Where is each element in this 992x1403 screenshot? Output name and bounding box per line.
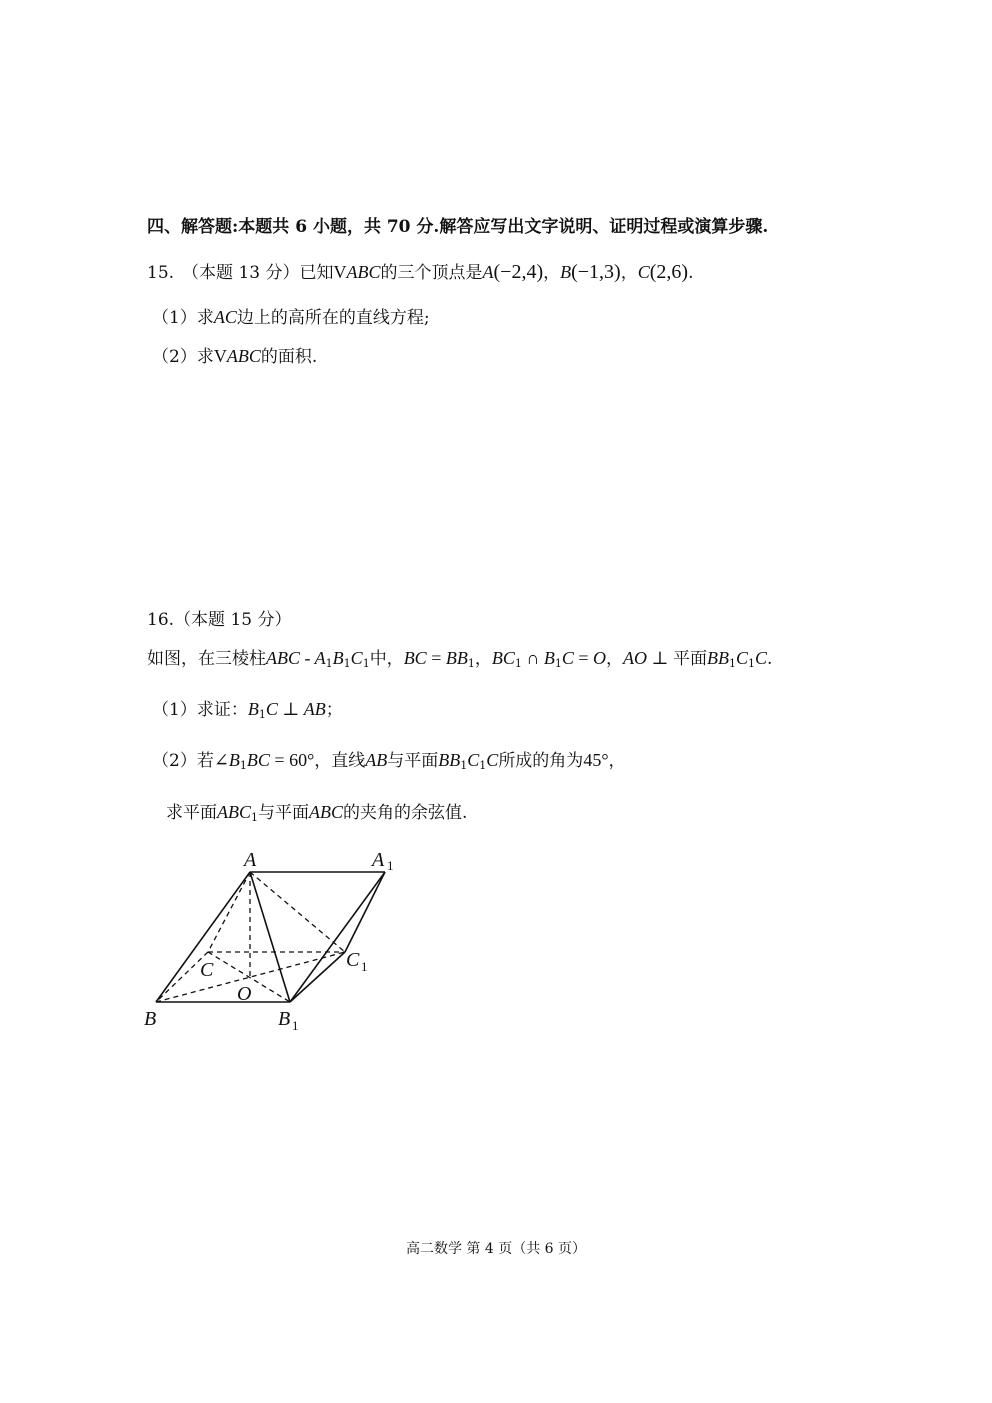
segment-AO: AO — [623, 648, 648, 668]
prism-c: C — [350, 648, 363, 668]
label-B1: B — [278, 1008, 291, 1030]
q16-stem-1: 如图，在三棱柱 — [147, 649, 266, 669]
solid-edges — [156, 872, 385, 1002]
sub: 1 — [514, 657, 522, 670]
p1-ab: AB — [303, 699, 326, 719]
q15-stem — [147, 261, 693, 284]
prism-name: ABC - A — [266, 648, 326, 668]
sub: 1 — [748, 657, 755, 670]
q15-part1-number: （1）求 — [152, 308, 214, 328]
p1-b: B — [247, 699, 259, 719]
eq1-rhs: BB — [445, 648, 468, 668]
q15-part2 — [152, 345, 317, 368]
page-footer: 高二数学 第 4 页（共 6 页） — [405, 1241, 587, 1257]
var-ABC: ABC — [226, 346, 261, 366]
q15-stem-mid: 的三个顶点是 — [380, 263, 483, 283]
sub: 1 — [479, 759, 487, 772]
period: . — [688, 263, 694, 283]
edge-C1A1 — [345, 872, 385, 952]
comma: ， — [608, 751, 626, 771]
point-O: O — [593, 648, 607, 668]
sub: 1 — [258, 708, 266, 721]
perp-symbol: ⊥ — [647, 648, 673, 668]
label-B1-sub: 1 — [292, 1018, 299, 1033]
cap-right-b: B — [543, 648, 555, 668]
prism-b: B — [332, 648, 344, 668]
p3-b: 与平面 — [258, 803, 309, 823]
sub: 1 — [239, 759, 247, 772]
q16-part1-number: （1）求证： — [152, 700, 248, 720]
triangle-symbol: V — [213, 346, 227, 366]
eq1-lhs: BC — [403, 648, 427, 668]
label-C1-sub: 1 — [361, 959, 368, 974]
p2-with: 与平面 — [387, 751, 439, 771]
point-C: C — [637, 262, 650, 282]
q16-stem — [147, 647, 772, 675]
sub: 1 — [251, 811, 258, 824]
angle-45: 45° — [583, 750, 609, 770]
angle-bc: BC — [246, 750, 270, 770]
q15-points: （本题 13 分） — [182, 263, 300, 283]
sep: ， — [620, 263, 638, 283]
edge-AC1 — [250, 872, 345, 952]
sub: 1 — [728, 657, 736, 670]
edge-AB1 — [250, 872, 290, 1002]
sep: ， — [543, 263, 561, 283]
eq-op: = — [573, 648, 594, 668]
edge-AC — [208, 872, 250, 952]
p2-plane-c: C — [486, 750, 499, 770]
cap-op: ∩ — [521, 648, 544, 668]
q15-number: 15. — [147, 263, 175, 283]
q16-stem-2: 中， — [369, 649, 404, 669]
q16-header — [147, 609, 292, 631]
label-C: C — [200, 959, 214, 981]
plane-abc1: ABC — [217, 802, 251, 822]
p2-tail: 所成的角为 — [498, 751, 584, 771]
point-A: A — [482, 262, 494, 282]
p3-a: 求平面 — [166, 803, 217, 823]
p3-c: 的夹角的余弦值. — [343, 803, 468, 823]
label-C1: C — [346, 949, 360, 971]
p2-plane-bb: BB — [438, 750, 461, 770]
sub: 1 — [343, 657, 351, 670]
perp-symbol: ⊥ — [277, 699, 304, 719]
q16-points: （本题 15 分） — [174, 610, 292, 630]
triangle-symbol: V — [333, 262, 347, 282]
semicolon: ； — [325, 700, 343, 720]
cap-right-c: C — [561, 648, 574, 668]
cap-left: BC — [491, 648, 515, 668]
p1-c: C — [265, 699, 278, 719]
section-heading: 四、解答题:本题共 6 小题，共 70 分.解答应写出文字说明、证明过程或演算步骤. — [147, 217, 769, 237]
q15-part2-number: （2）求 — [152, 347, 214, 367]
edge-A1B1 — [290, 872, 385, 1002]
eq-op: = — [426, 648, 446, 668]
q16-part1 — [152, 698, 343, 726]
sub: 1 — [554, 657, 562, 670]
line-ab: AB — [365, 750, 388, 770]
coord-C: (2,6) — [649, 261, 689, 283]
coord-A: (−2,4) — [493, 261, 544, 283]
p2-plane-c1: C — [467, 750, 480, 770]
plane-c: C — [755, 648, 768, 668]
angle-value: = 60° — [269, 750, 315, 770]
q16-number: 16. — [147, 610, 175, 630]
plane-abc: ABC — [309, 802, 343, 822]
comma: ， — [474, 649, 492, 669]
sub: 1 — [467, 657, 475, 670]
label-O: O — [237, 983, 252, 1005]
q15-part2-text: 的面积. — [260, 347, 318, 367]
sub: 1 — [460, 759, 468, 772]
q16-part2-cont — [166, 801, 467, 829]
point-B: B — [560, 262, 572, 282]
prism-figure — [140, 840, 410, 1040]
q16-part2-number: （2）若 — [152, 751, 214, 771]
period: . — [767, 649, 773, 669]
q15-part1 — [152, 306, 430, 329]
p2-mid: ，直线 — [314, 751, 366, 771]
q15-intro: 已知 — [299, 263, 334, 283]
sub: 1 — [362, 657, 370, 670]
comma: ， — [606, 649, 624, 669]
plane-bb: BB — [706, 648, 729, 668]
angle: ∠B — [213, 750, 240, 770]
coord-B: (−1,3) — [571, 261, 621, 283]
var-AC: AC — [213, 307, 237, 327]
label-A: A — [244, 849, 257, 871]
q15-part1-text: 边上的高所在的直线方程; — [236, 308, 430, 328]
label-A1-sub: 1 — [387, 858, 394, 873]
sub: 1 — [325, 657, 333, 670]
edge-AB — [156, 872, 250, 1002]
label-A1: A — [372, 849, 385, 871]
plane-c1: C — [735, 648, 748, 668]
label-B: B — [144, 1008, 157, 1030]
q15-triangle: ABC — [346, 262, 381, 282]
plane-word: 平面 — [672, 649, 707, 669]
q16-part2 — [152, 749, 626, 777]
